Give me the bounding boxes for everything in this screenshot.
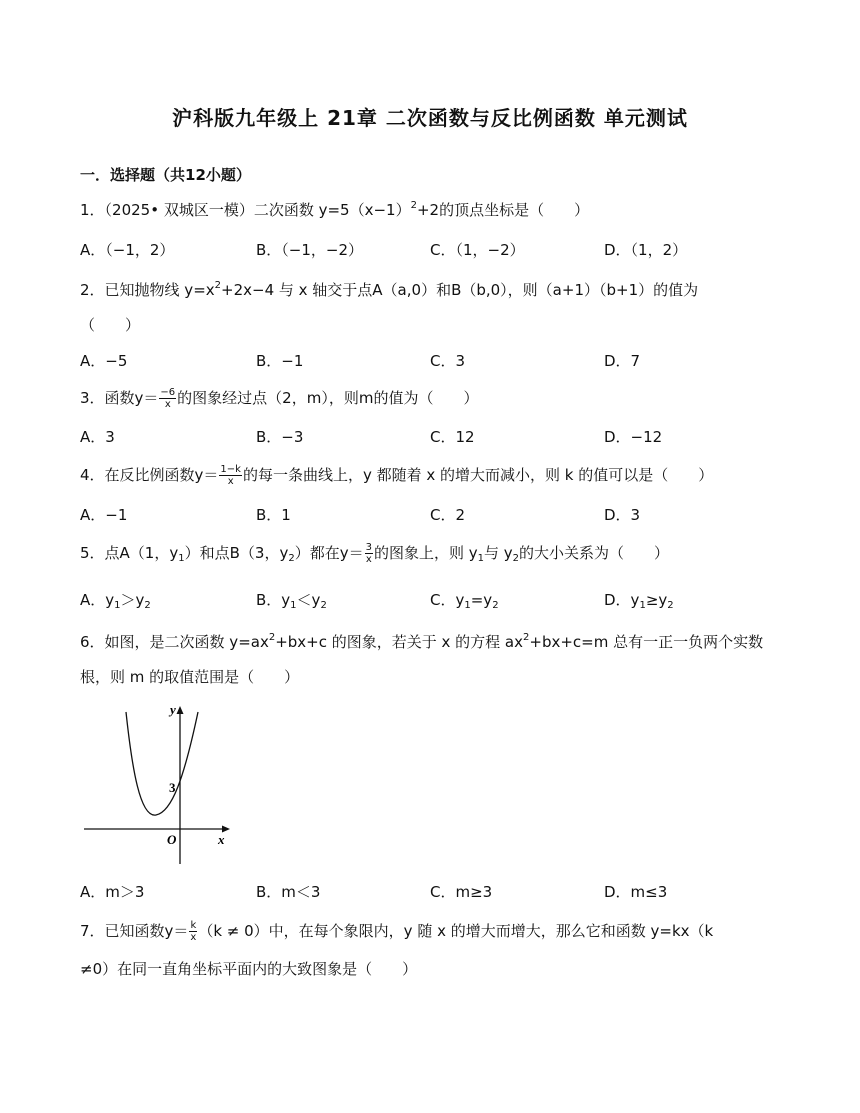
option-c[interactable]: C．m≥3 bbox=[430, 883, 493, 901]
option-b[interactable]: B．−3 bbox=[256, 428, 304, 446]
question-2: 2．已知抛物线 $y=x^2+2x-4$ 与 x 轴交于点A（a,0）和B（b,0），则（a+1）（b+1）的值为 bbox=[80, 280, 699, 299]
question-1: 1．（2025• 双城区一模）二次函数 $y=5(x-1)^2+2$的顶点坐标是（ ） bbox=[80, 200, 590, 219]
option-b[interactable]: B．$y_1<y_2$ bbox=[256, 591, 327, 611]
question-6-options bbox=[80, 881, 800, 903]
section-heading: 一．选择题（共12小题） bbox=[80, 166, 251, 184]
parabola-graph bbox=[80, 698, 240, 868]
question-6: 6．如图，是二次函数 $y=ax^2+bx+c$ 的图象，若关于 x 的方程 $ax^2+bx+c=m$ 总有一正一负两个实数 bbox=[80, 632, 764, 651]
question-3-options bbox=[80, 426, 800, 448]
option-d[interactable]: D．（1，2） bbox=[604, 241, 688, 259]
parabola-curve bbox=[126, 712, 198, 815]
question-5: 5．点A（1，$y_1$）和点B（3，$y_2$）都在y＝ $\frac{3}{x}$ 的图象上，则 $y_1$与 $y_2$的大小关系为（ ） bbox=[80, 542, 670, 565]
option-c[interactable]: C．2 bbox=[430, 506, 466, 524]
y-intercept-label: 3 bbox=[169, 780, 176, 795]
origin-label: O bbox=[167, 832, 177, 847]
question-4: 4．在反比例函数y＝ $\frac{1-k}{x}$ 的每一条曲线上，y 都随着 x 的增大而减小，则 k 的值可以是（ ） bbox=[80, 464, 714, 487]
option-a[interactable]: A．−1 bbox=[80, 506, 128, 524]
option-d[interactable]: D．7 bbox=[604, 352, 641, 370]
option-d[interactable]: D．m≤3 bbox=[604, 883, 668, 901]
option-a[interactable]: A．m＞3 bbox=[80, 883, 145, 901]
question-2-options bbox=[80, 350, 800, 372]
option-b[interactable]: B．1 bbox=[256, 506, 291, 524]
question-4-options bbox=[80, 504, 800, 526]
fraction: $\frac{1-k}{x}$ bbox=[220, 464, 241, 487]
option-c[interactable]: C．12 bbox=[430, 428, 475, 446]
page-title: 沪科版九年级上 21章 二次函数与反比例函数 单元测试 bbox=[172, 106, 688, 130]
option-d[interactable]: D．3 bbox=[604, 506, 641, 524]
question-6-cont: 根，则 m 的取值范围是（ ） bbox=[80, 668, 300, 686]
question-2-cont: （ ） bbox=[80, 316, 141, 334]
option-b[interactable]: B．（−1，−2） bbox=[256, 241, 364, 259]
question-3: 3．函数y＝ $\frac{-6}{x}$ 的图象经过点（2，m），则m的值为（ ） bbox=[80, 387, 479, 410]
question-7-cont: ≠0）在同一直角坐标平面内的大致图象是（ ） bbox=[80, 960, 418, 978]
option-c[interactable]: C．$y_1=y_2$ bbox=[430, 591, 499, 611]
option-d[interactable]: D．−12 bbox=[604, 428, 663, 446]
option-c[interactable]: C．3 bbox=[430, 352, 466, 370]
question-1-options bbox=[80, 239, 800, 261]
fraction: $\frac{-6}{x}$ bbox=[160, 387, 176, 410]
option-a[interactable]: A．−5 bbox=[80, 352, 128, 370]
question-7: 7．已知函数y＝ $\frac{k}{x}$ （k ≠ 0）中，在每个象限内，y 随 x 的增大而增大，那么它和函数 y=kx（k bbox=[80, 920, 714, 943]
fraction: $\frac{k}{x}$ bbox=[190, 920, 197, 943]
option-b[interactable]: B．m＜3 bbox=[256, 883, 321, 901]
fraction: $\frac{3}{x}$ bbox=[365, 542, 372, 565]
option-a[interactable]: A．（−1，2） bbox=[80, 241, 175, 259]
option-a[interactable]: A．$y_1>y_2$ bbox=[80, 591, 151, 611]
y-axis-arrow bbox=[177, 706, 184, 714]
option-d[interactable]: D．$y_1\ge y_2$ bbox=[604, 591, 674, 611]
option-c[interactable]: C．（1，−2） bbox=[430, 241, 525, 259]
question-5-options bbox=[80, 589, 800, 611]
y-axis-label: y bbox=[170, 702, 176, 717]
x-axis-label: x bbox=[218, 832, 225, 847]
option-a[interactable]: A．3 bbox=[80, 428, 115, 446]
option-b[interactable]: B．−1 bbox=[256, 352, 304, 370]
